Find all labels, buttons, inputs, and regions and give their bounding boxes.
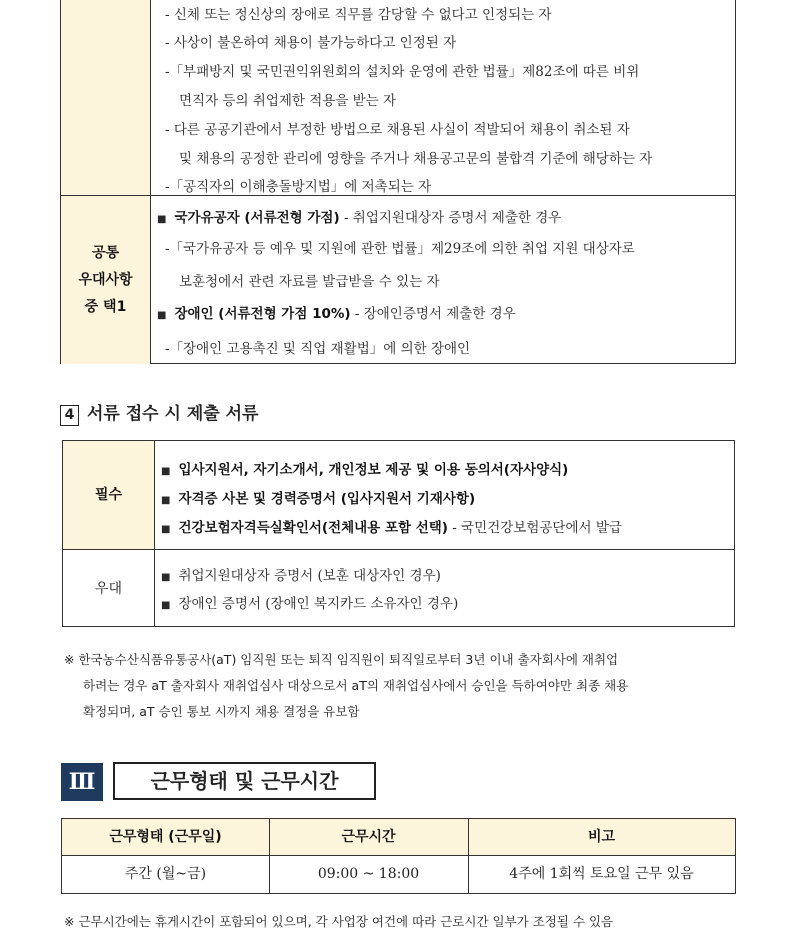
disqualification-line: -「공직자의 이해충돌방지법」에 저촉되는 자 xyxy=(165,179,432,195)
work-hours-note: ※ 근무시간에는 휴게시간이 포함되어 있으며, 각 사업장 여건에 따라 근로시간 일부가 조정될 수 있음 xyxy=(64,914,614,929)
section-4-heading xyxy=(60,399,258,426)
bullet-square-icon: ■ xyxy=(161,600,171,611)
bullet-square-icon: ■ xyxy=(161,524,171,535)
work-hours-table xyxy=(61,818,736,894)
reemployment-note: ※ 한국농수산식품유통공사(aT) 임직원 또는 퇴직 임직원이 퇴직일로부터 3년 이내 출자회사에 재취업 xyxy=(64,652,619,667)
disqualification-line: 및 채용의 공정한 관리에 영향을 주거나 채용공고문의 불합격 기준에 해당하는 자 xyxy=(179,151,653,167)
header-work-hours: 근무시간 xyxy=(341,829,396,845)
section-3-numeral-box: Ⅲ xyxy=(61,763,103,801)
bullet-square-icon: ■ xyxy=(157,214,167,225)
required-item: ■ 입사지원서, 자기소개서, 개인정보 제공 및 이용 동의서(자사양식) xyxy=(161,462,569,478)
pref-label-line: 공통 xyxy=(91,244,120,261)
disqualification-line: - 다른 공공기관에서 부정한 방법으로 채용된 사실이 적발되어 채용이 취소된 자 xyxy=(165,122,630,138)
header-remarks: 비고 xyxy=(587,829,616,845)
required-item: ■ 자격증 사본 및 경력증명서 (입사지원서 기재사항) xyxy=(161,491,476,507)
disqualification-label-cell xyxy=(61,0,151,196)
documents-table xyxy=(62,440,735,627)
section-number-box: 4 xyxy=(60,405,79,426)
cell-work-type: 주간 (월~금) xyxy=(124,866,207,882)
bullet-square-icon: ■ xyxy=(161,572,171,583)
eligibility-table xyxy=(60,0,736,364)
preference-item: ■ 국가유공자 (서류전형 가점) - 취업지원대상자 증명서 제출한 경우 xyxy=(157,210,562,226)
pref-item: ■ 장애인 증명서 (장애인 복지카드 소유자인 경우) xyxy=(161,596,459,612)
cell-remarks: 4주에 1회씩 토요일 근무 있음 xyxy=(509,866,694,882)
preference-label-cell xyxy=(61,196,151,364)
pref-item: ■ 취업지원대상자 증명서 (보훈 대상자인 경우) xyxy=(161,568,441,584)
section-title: 서류 접수 시 제출 서류 xyxy=(87,404,259,424)
disqualification-line: -「부패방지 및 국민권익위원회의 설치와 운영에 관한 법률」제82조에 따른 비위 xyxy=(165,64,640,80)
bullet-square-icon: ■ xyxy=(161,466,171,477)
preference-item: ■ 장애인 (서류전형 가점 10%) - 장애인증명서 제출한 경우 xyxy=(157,306,516,322)
preference-line: -「국가유공자 등 예우 및 지원에 관한 법률」제29조에 의한 취업 지원 대상자로 xyxy=(165,241,635,257)
disqualification-line: - 사상이 불온하여 채용이 불가능하다고 인정된 자 xyxy=(165,35,457,51)
row-divider xyxy=(61,195,735,196)
bullet-square-icon: ■ xyxy=(161,495,171,506)
row-divider xyxy=(63,549,734,550)
disqualification-line: 면직자 등의 취업제한 적용을 받는 자 xyxy=(179,93,397,109)
preference-line: -「장애인 고용촉진 및 직업 재활법」에 의한 장애인 xyxy=(165,341,471,357)
pref-label-line: 우대사항 xyxy=(78,271,133,288)
reemployment-note: 확정되며, aT 승인 통보 시까지 채용 결정을 유보함 xyxy=(83,704,360,719)
section-3-title: 근무형태 및 근무시간 xyxy=(113,762,376,800)
bullet-square-icon: ■ xyxy=(157,310,167,321)
header-work-type: 근무형태 (근무일) xyxy=(109,829,222,845)
reemployment-note: 하려는 경우 aT 출자회사 재취업심사 대상으로서 aT의 재취업심사에서 승인을 득하여야만 최종 채용 xyxy=(83,678,629,693)
pref-label-line: 중 택1 xyxy=(84,298,127,315)
pref-label-cell: 우대 xyxy=(63,549,155,626)
disqualification-line: - 신체 또는 정신상의 장애로 직무를 감당할 수 없다고 인정되는 자 xyxy=(165,7,552,23)
preference-line: 보훈청에서 관련 자료를 발급받을 수 있는 자 xyxy=(179,274,440,290)
required-item: ■ 건강보험자격득실확인서(전체내용 포함 선택) - 국민건강보험공단에서 발급 xyxy=(161,520,622,536)
required-label-cell: 필수 xyxy=(63,441,155,549)
cell-work-hours: 09:00 ~ 18:00 xyxy=(317,866,420,882)
